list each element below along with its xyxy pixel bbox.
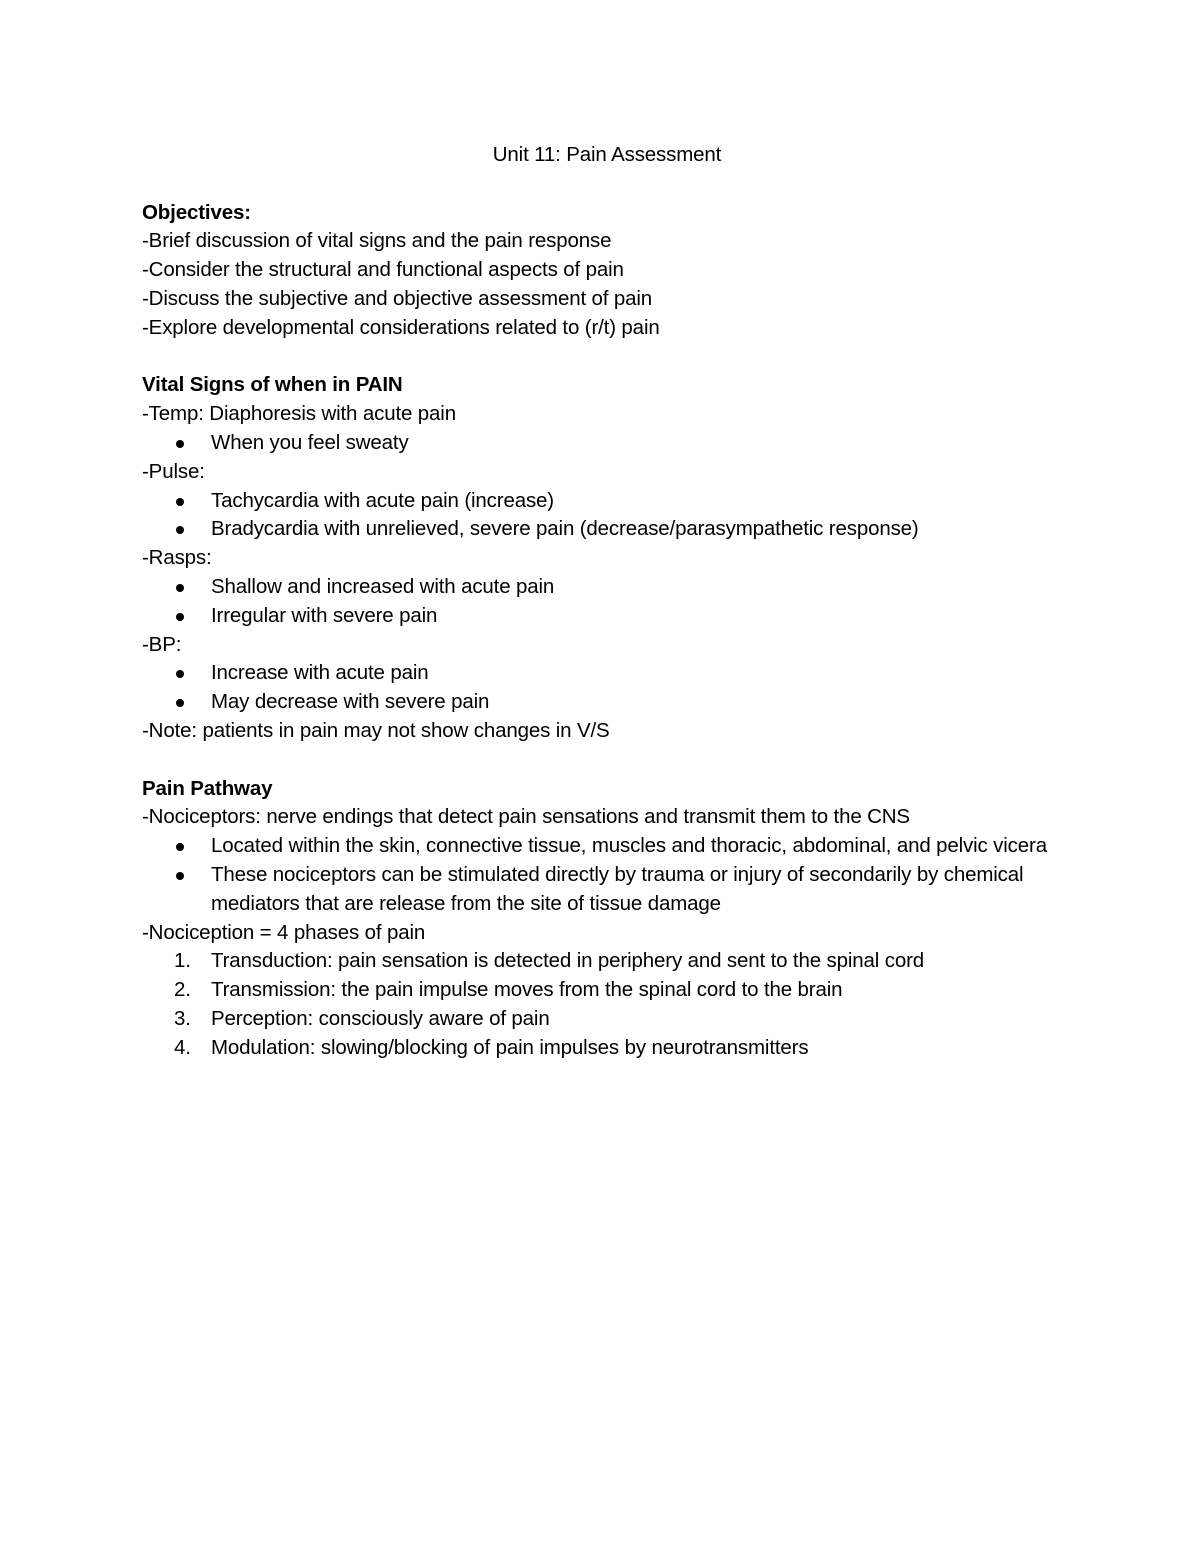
pain-pathway-heading: Pain Pathway <box>142 776 273 800</box>
pulse-bullet-list <box>142 487 1062 545</box>
bullet-item: Bradycardia with unrelieved, severe pain (decrease/parasympathetic response) <box>142 515 1062 544</box>
nociception-phase-list <box>142 947 1062 1062</box>
document-title: Unit 11: Pain Assessment <box>492 143 722 166</box>
bullet-item: Located within the skin, connective tissue, muscles and thoracic, abdominal, and pelvic vicera <box>142 832 1062 861</box>
phase-number: 4. <box>174 1035 191 1059</box>
phase-number: 2. <box>174 978 191 1002</box>
objective-item: -Explore developmental considerations related to (r/t) pain <box>142 315 660 339</box>
phase-item <box>142 1034 1062 1063</box>
phase-number: 1. <box>174 949 191 973</box>
phase-number: 3. <box>174 1006 191 1030</box>
blank-line <box>142 746 1062 775</box>
temp-bullet-list <box>142 429 1062 458</box>
vital-signs-heading: Vital Signs of when in PAIN <box>142 373 403 397</box>
bullet-item: May decrease with severe pain <box>142 688 1062 717</box>
phase-text: Transmission: the pain impulse moves from the spinal cord to the brain <box>211 978 843 1002</box>
bullet-item: When you feel sweaty <box>142 429 1062 458</box>
phase-text: Modulation: slowing/blocking of pain impulses by neurotransmitters <box>211 1035 809 1059</box>
bp-bullet-list <box>142 659 1062 717</box>
bullet-item: Shallow and increased with acute pain <box>142 573 1062 602</box>
vital-signs-note: -Note: patients in pain may not show changes in V/S <box>142 718 610 742</box>
bullet-item: Irregular with severe pain <box>142 602 1062 631</box>
bp-label: -BP: <box>142 632 182 656</box>
bullet-item: Increase with acute pain <box>142 659 1062 688</box>
nociceptors-label: -Nociceptors: nerve endings that detect pain sensations and transmit them to the CNS <box>142 805 910 829</box>
phase-text: Perception: consciously aware of pain <box>211 1006 550 1030</box>
rasps-label: -Rasps: <box>142 546 212 570</box>
phase-item <box>142 976 1062 1005</box>
phase-item <box>142 1005 1062 1034</box>
nociceptors-bullet-list <box>142 832 1062 918</box>
temp-label: -Temp: Diaphoresis with acute pain <box>142 402 456 426</box>
bullet-item: These nociceptors can be stimulated directly by trauma or injury of secondarily by chemical mediators that are release from the site of tissue damage <box>142 861 1062 919</box>
objectives-heading: Objectives: <box>142 200 251 224</box>
objective-item: -Brief discussion of vital signs and the pain response <box>142 229 612 253</box>
objective-item: -Discuss the subjective and objective assessment of pain <box>142 286 653 310</box>
phase-text: Transduction: pain sensation is detected in periphery and sent to the spinal cord <box>211 949 925 973</box>
blank-line <box>142 343 1062 372</box>
pulse-label: -Pulse: <box>142 459 205 483</box>
phase-item <box>142 947 1062 976</box>
document-body <box>142 141 1062 1063</box>
rasps-bullet-list <box>142 573 1062 631</box>
objective-item: -Consider the structural and functional aspects of pain <box>142 258 624 282</box>
blank-line <box>142 170 1062 199</box>
bullet-item: Tachycardia with acute pain (increase) <box>142 487 1062 516</box>
nociception-label: -Nociception = 4 phases of pain <box>142 920 426 944</box>
